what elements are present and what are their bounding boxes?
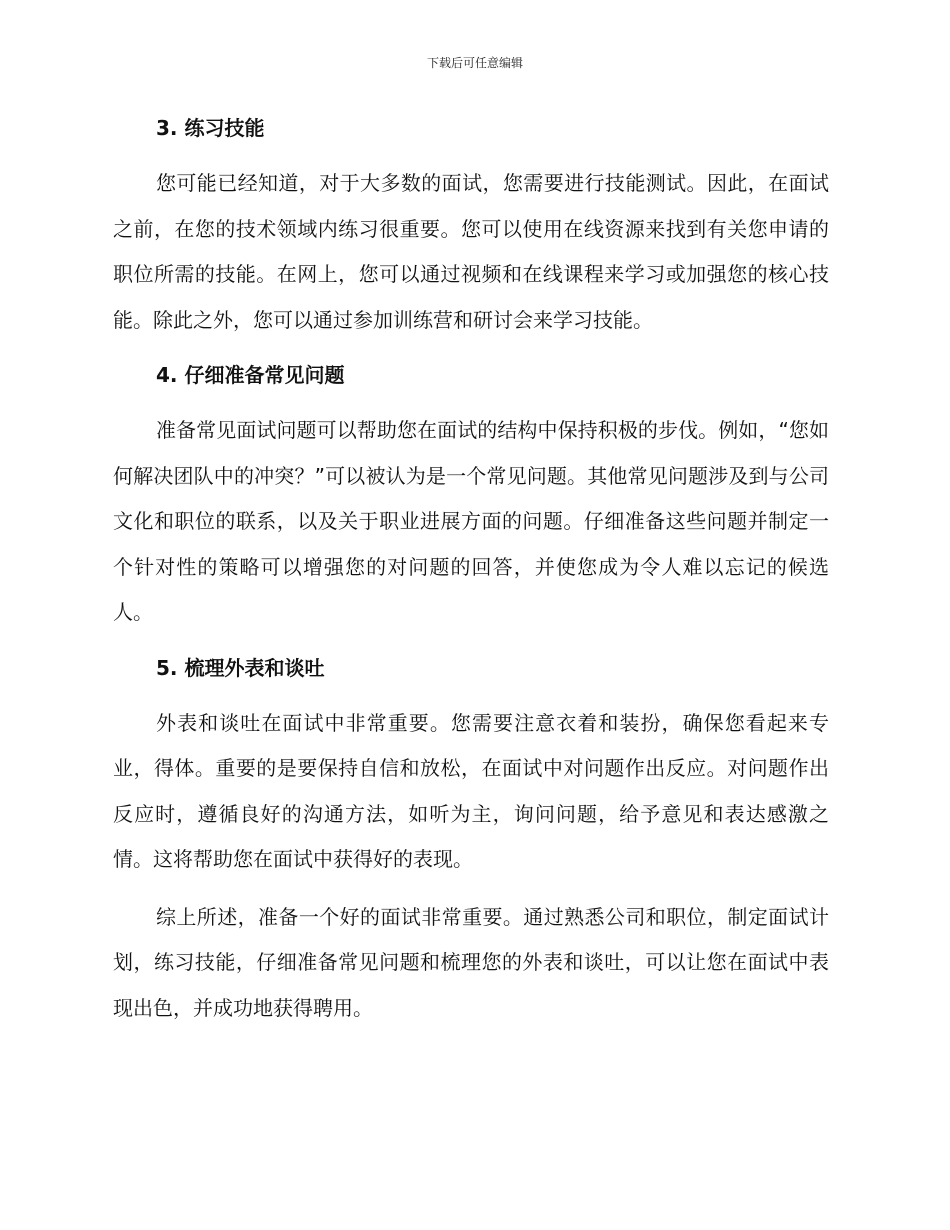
section-heading-appearance-speech: 5. 梳理外表和谈吐 xyxy=(156,655,325,680)
page-header: 下载后可任意编辑 xyxy=(426,56,523,70)
section-paragraph-appearance-speech: 外表和谈吐在面试中非常重要。您需要注意衣着和装扮，确保您看起来专业，得体。重要的是要保持自信和放松，在面试中对问题作出反应。对问题作出反应时，遵循良好的沟通方法，如听为主，询问问题，给予意见和表达感激之情。这将帮助您在面试中获得好的表现。 xyxy=(113,710,829,871)
section-heading-common-questions: 4. 仔细准备常见问题 xyxy=(156,363,345,387)
section-paragraph-practice-skills: 您可能已经知道，对于大多数的面试，您需要进行技能测试。因此，在面试之前，在您的技术领域内练习很重要。您可以使用在线资源来找到有关您申请的职位所需的技能。在网上，您可以通过视频和在线课程来学习或加强您的核心技能。除此之外，您可以通过参加训练营和研讨会来学习技能。 xyxy=(113,171,829,332)
summary-paragraph: 综上所述，准备一个好的面试非常重要。通过熟悉公司和职位，制定面试计划，练习技能，仔细准备常见问题和梳理您的外表和谈吐，可以让您在面试中表现出色，并成功地获得聘用。 xyxy=(113,904,829,1020)
section-heading-practice-skills: 3. 练习技能 xyxy=(156,116,265,140)
document-body xyxy=(113,108,829,1031)
section-paragraph-common-questions: 准备常见面试问题可以帮助您在面试的结构中保持积极的步伐。例如，“您如何解决团队中的冲突？”可以被认为是一个常见问题。其他常见问题涉及到与公司文化和职位的联系，以及关于职业进展方面的问题。仔细准备这些问题并制定一个针对性的策略可以增强您的对问题的回答，并使您成为令人难以忘记的候选人。 xyxy=(113,418,829,624)
